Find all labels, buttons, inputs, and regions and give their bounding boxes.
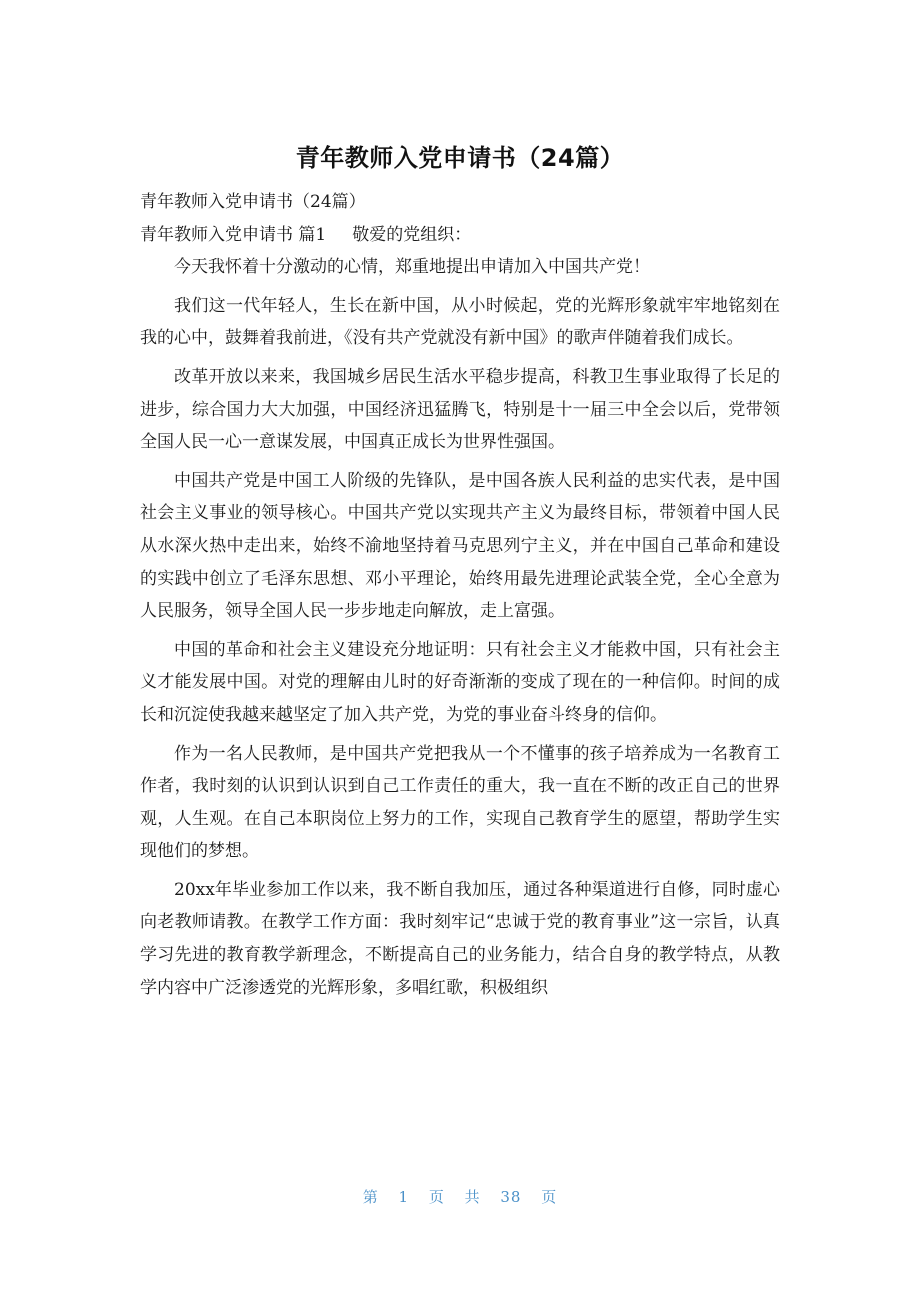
paragraph-6: 作为一名人民教师，是中国共产党把我从一个不懂事的孩子培养成为一名教育工作者，我时刻的认识到认识到自己工作责任的重大，我一直在不断的改正自己的世界观，人生观。在自己本职岗位上努力的工作，实现自己教育学生的愿望，帮助学生实现他们的梦想。: [140, 743, 780, 862]
page-footer: 第 1 页 共 38 页: [362, 1188, 558, 1206]
paragraph-7: 20xx年毕业参加工作以来，我不断自我加压，通过各种渠道进行自修，同时虚心向老教师请教。在教学工作方面：我时刻牢记“忠诚于党的教育事业”这一宗旨，认真学习先进的教育教学新理念，不断提高自己的业务能力，结合自身的教学特点，从教学内容中广泛渗透党的光辉形象，多唱红歌，积极组织: [140, 879, 780, 998]
paragraph-1: 今天我怀着十分激动的心情，郑重地提出申请加入中国共产党！: [174, 257, 650, 278]
paragraph-5: 中国的革命和社会主义建设充分地证明：只有社会主义才能救中国，只有社会主义才能发展中国。对党的理解由儿时的好奇渐渐的变成了现在的一种信仰。时间的成长和沉淀使我越来越坚定了加入共产党，为党的事业奋斗终身的信仰。: [140, 639, 780, 725]
paragraph-2: 我们这一代年轻人，生长在新中国，从小时候起，党的光辉形象就牢牢地铭刻在我的心中，鼓舞着我前进，《没有共产党就没有新中国》的歌声伴随着我们成长。: [140, 295, 780, 349]
document-subtitle: 青年教师入党申请书（24篇）: [140, 192, 366, 212]
section-heading: 青年教师入党申请书 篇1: [140, 224, 327, 245]
document-title: 青年教师入党申请书（24篇）: [295, 144, 625, 172]
salutation: 敬爱的党组织：: [352, 224, 472, 245]
document-body: [140, 186, 780, 1010]
paragraph-4: 中国共产党是中国工人阶级的先锋队，是中国各族人民利益的忠实代表，是中国社会主义事业的领导核心。中国共产党以实现共产主义为最终目标，带领着中国人民从水深火热中走出来，始终不渝地坚持着马克思列宁主义，并在中国自己革命和建设的实践中创立了毛泽东思想、邓小平理论，始终用最先进理论武装全党，全心全意为人民服务，领导全国人民一步步地走向解放，走上富强。: [140, 470, 780, 622]
section-heading-line: [140, 219, 780, 252]
paragraph-3: 改革开放以来来，我国城乡居民生活水平稳步提高，科教卫生事业取得了长足的进步，综合国力大大加强，中国经济迅猛腾飞，特别是十一届三中全会以后，党带领全国人民一心一意谋发展，中国真正成长为世界性强国。: [140, 366, 780, 453]
